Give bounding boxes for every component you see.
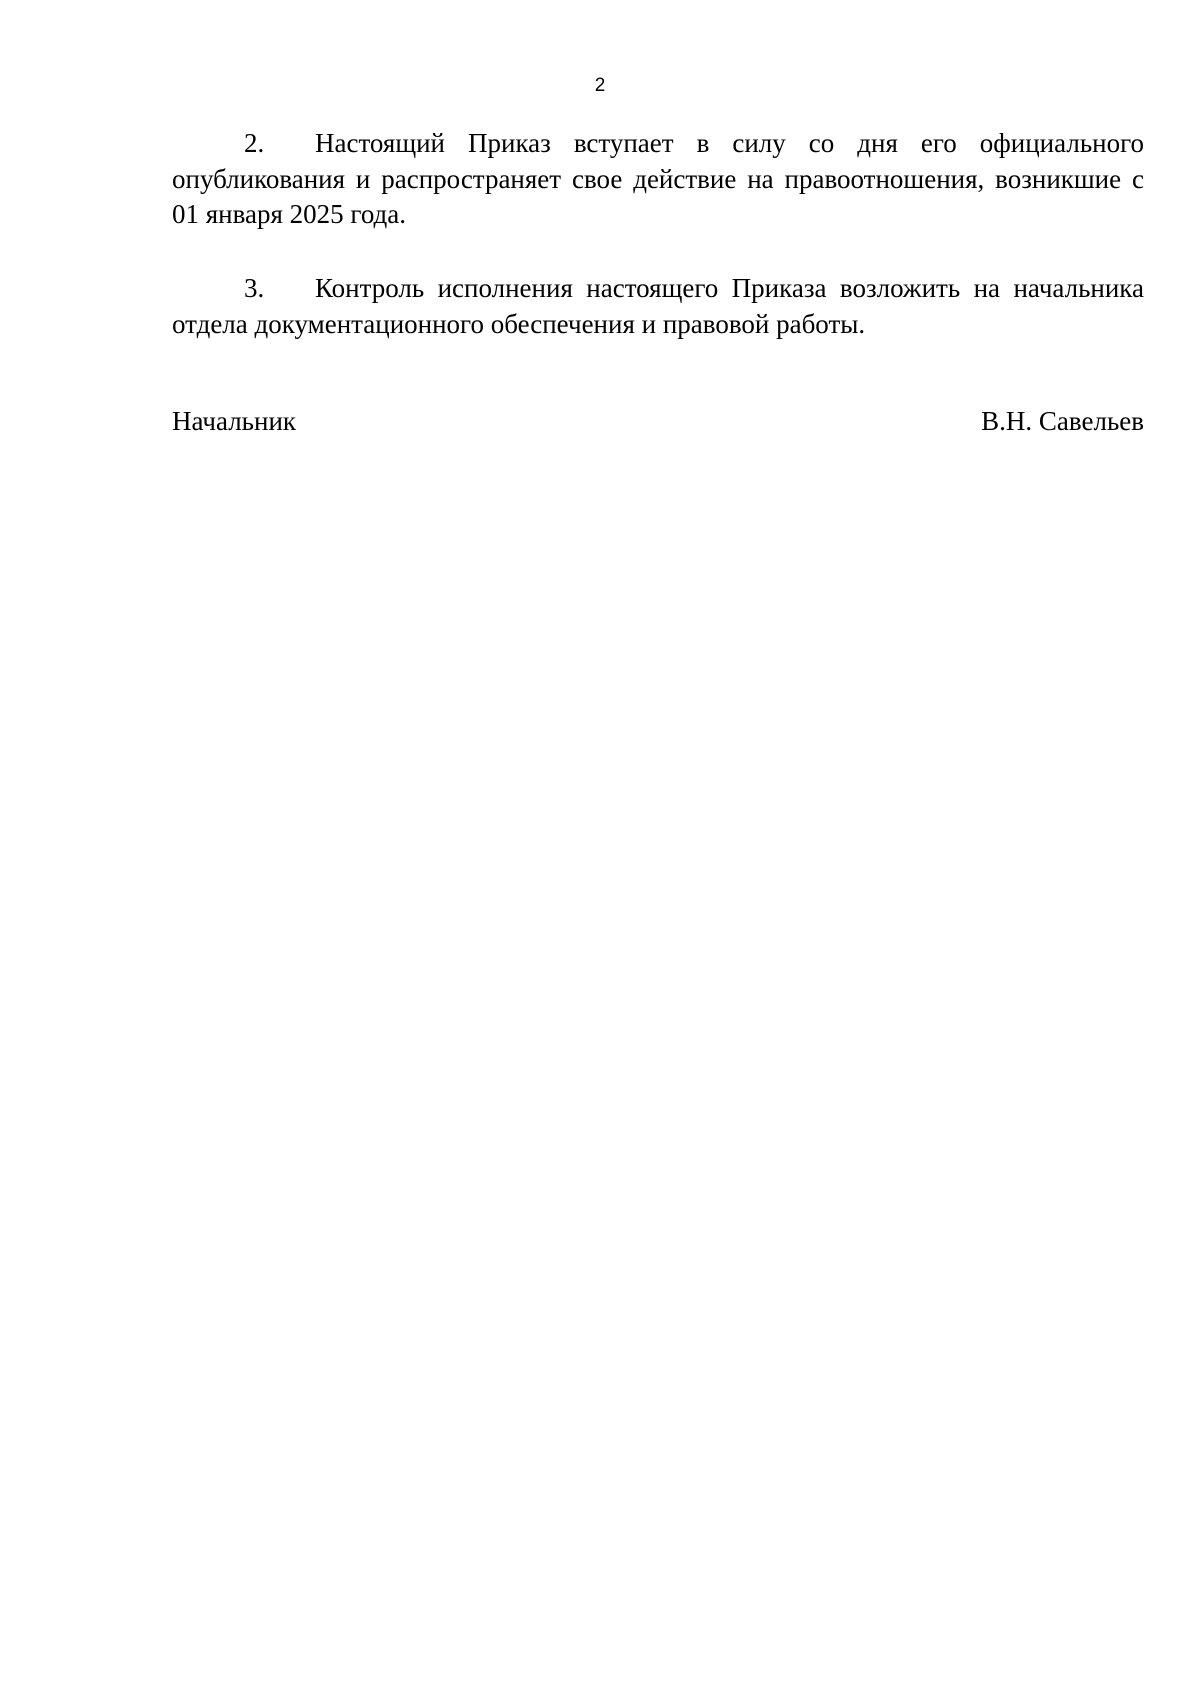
- paragraph-text: [172, 126, 1144, 233]
- signature-block: [172, 404, 1144, 444]
- paragraph-item-2: [172, 126, 1144, 233]
- paragraph-number: 3.: [244, 273, 265, 303]
- paragraph-item-3: [172, 271, 1144, 342]
- paragraph-body: Настоящий Приказ вступает в силу со дня его официального опубликования и распространяет свое действие на правоотношения, возникшие с 01 января 2025 года.: [172, 128, 1144, 229]
- page-number: 2: [594, 75, 606, 96]
- paragraph-text: [172, 271, 1144, 342]
- signatory-position: Начальник: [172, 406, 297, 436]
- paragraph-number: 2.: [244, 128, 265, 158]
- signatory-name: В.Н. Савельев: [981, 406, 1144, 436]
- paragraph-body: Контроль исполнения настоящего Приказа возложить на начальника отдела документационного обеспечения и правовой работы.: [172, 273, 1144, 339]
